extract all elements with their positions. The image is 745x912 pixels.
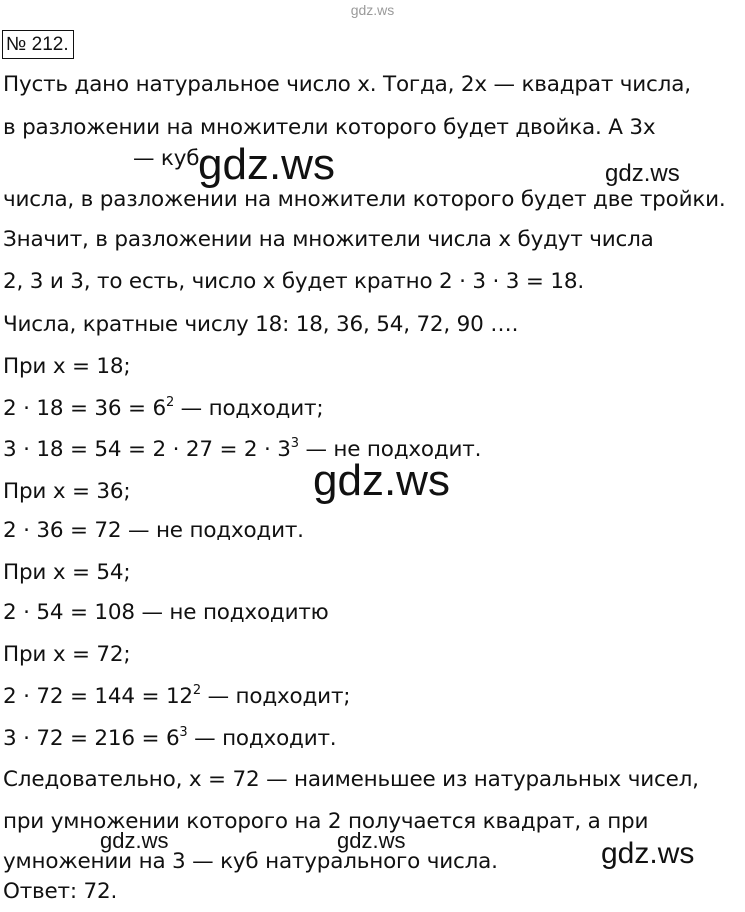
expr-part: 3 · 72 = 216 = 6 (3, 726, 180, 751)
expr-part: 3 · 18 = 54 = 2 · 27 = 2 · 3 (3, 437, 291, 462)
text-line-7: Числа, кратные числу 18: 18, 36, 54, 72, 90 …. (3, 312, 519, 337)
text-line-9 (3, 394, 323, 424)
text-line-11: При x = 36; (3, 479, 131, 504)
text-line-3: — куб (133, 146, 200, 171)
text-line-1: Пусть дано натуральное число x. Тогда, 2x — квадрат числа, (3, 72, 691, 97)
expr-verdict: — подходит; (174, 396, 324, 421)
exponent: 2 (165, 395, 175, 410)
text-line-8: При x = 18; (3, 354, 131, 379)
watermark-top: gdz.ws (350, 2, 395, 18)
problem-number: № 212. (2, 30, 74, 59)
watermark: gdz.ws (313, 456, 450, 505)
text-line-21: Ответ: 72. (3, 879, 118, 904)
exponent: 3 (179, 725, 188, 740)
text-line-17 (3, 724, 336, 754)
expr-verdict: — подходит; (200, 684, 351, 709)
expr-part: 2 · 72 = 144 = 12 (3, 684, 193, 709)
text-line-4: числа, в разложении на множители которого будет две тройки. (3, 187, 726, 212)
text-line-13: При x = 54; (3, 560, 131, 585)
text-line-5: Значит, в разложении на множители числа x будут числа (3, 227, 654, 252)
watermark: gdz.ws (601, 837, 695, 870)
text-line-14: 2 · 54 = 108 — не подходитю (3, 600, 329, 625)
watermark: gdz.ws (198, 140, 335, 189)
text-line-12: 2 · 36 = 72 — не подходит. (3, 518, 304, 543)
expr-verdict: — не подходит. (298, 437, 482, 462)
watermark: gdz.ws (337, 828, 406, 853)
text-line-19: при умножении которого на 2 получается квадрат, а при (3, 809, 649, 834)
text-line-18: Следовательно, x = 72 — наименьшее из натуральных чисел, (3, 767, 699, 792)
expr-part: 2 · 18 = 36 = 6 (3, 396, 166, 421)
text-line-2: в разложении на множители которого будет двойка. А 3x (3, 115, 656, 140)
text-line-16 (3, 682, 350, 712)
exponent: 3 (290, 436, 299, 451)
text-line-15: При x = 72; (3, 642, 131, 667)
text-line-6: 2, 3 и 3, то есть, число x будет кратно 2 · 3 · 3 = 18. (3, 269, 584, 294)
exponent: 2 (192, 683, 201, 698)
watermark: gdz.ws (100, 828, 169, 853)
expr-verdict: — подходит. (187, 726, 337, 751)
text-line-20: умножении на 3 — куб натурального числа. (3, 849, 498, 874)
watermark: gdz.ws (605, 160, 680, 187)
